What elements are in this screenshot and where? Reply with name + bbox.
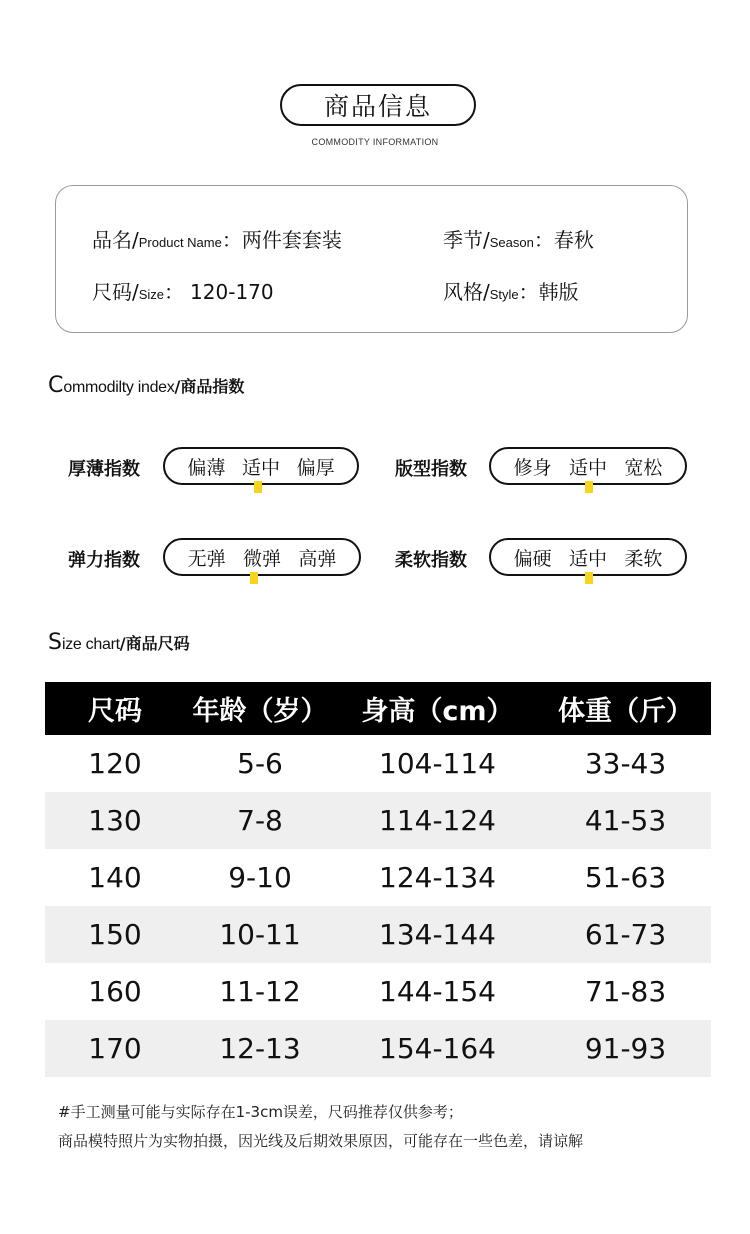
page-subtitle: COMMODITY INFORMATION [311,137,439,147]
page-title-pill [280,84,476,126]
table-cell: 7-8 [237,804,283,837]
table-cell: 120 [88,747,142,780]
index-marker-softness [585,572,593,584]
table-row [45,1020,711,1077]
table-cell: 150 [88,918,142,951]
table-row [45,963,711,1020]
note-color-difference: 商品模特照片为实物拍摄，因光线及后期效果原因，可能存在一些色差，请谅解 [58,1132,584,1150]
index-pill-fit [489,447,687,485]
index-marker-thickness [254,481,262,493]
table-cell: 130 [88,804,142,837]
index-option: 修身 [513,456,552,479]
table-cell: 134-144 [379,918,496,951]
info-season-value: 春秋 [553,228,594,252]
info-colon: ： [221,228,242,252]
index-label-softness: 柔软指数 [395,550,467,571]
table-cell: 5-6 [237,747,283,780]
index-option: 适中 [568,456,607,479]
index-option: 宽松 [624,456,663,479]
size-table-header [45,682,711,735]
index-option: 无弹 [187,547,226,570]
size-heading-initial: S [48,630,62,655]
table-row [45,849,711,906]
info-product-name-value: 两件套套装 [241,228,342,252]
column-header: 尺码 [88,696,142,727]
info-style-en: Style [489,287,519,302]
product-info-card [55,185,688,333]
index-option: 适中 [568,547,607,570]
info-size-label: 尺码/ [92,280,139,304]
page-title: 商品信息 [323,92,432,121]
index-pill-softness [489,538,687,576]
info-season-label: 季节/ [443,228,490,252]
table-cell: 61-73 [584,918,667,951]
info-style-label: 风格/ [443,280,490,304]
column-header: 年龄（岁） [192,696,328,727]
index-section-heading [48,373,244,398]
index-heading-cn: /商品指数 [174,377,245,396]
info-style [443,276,579,305]
info-product-name-label: 品名/ [92,228,139,252]
note-measurement: #手工测量可能与实际存在1-3cm误差，尺码推荐仅供参考； [58,1103,463,1121]
index-option: 柔软 [624,547,663,570]
size-heading-en: ize chart [61,636,120,653]
column-header: 身高（cm） [361,696,514,727]
index-pill-thickness [163,447,359,485]
index-marker-elasticity [250,572,258,584]
index-label-fit: 版型指数 [395,459,467,480]
size-table [45,682,711,1077]
table-cell: 41-53 [584,804,667,837]
index-option: 偏硬 [513,547,552,570]
table-row [45,735,711,792]
info-product-name [92,224,342,253]
table-row [45,792,711,849]
info-colon: ： [518,280,539,304]
table-cell: 9-10 [228,861,292,894]
table-cell: 154-164 [379,1032,496,1065]
table-cell: 124-134 [379,861,496,894]
info-size-value: 120-170 [190,280,274,304]
table-cell: 91-93 [584,1032,667,1065]
info-style-value: 韩版 [538,280,579,304]
index-option: 偏厚 [296,456,335,479]
table-cell: 170 [88,1032,142,1065]
index-pill-elasticity [163,538,361,576]
table-cell: 160 [88,975,142,1008]
table-row [45,906,711,963]
info-size-en: Size [138,287,165,302]
table-cell: 11-12 [219,975,301,1008]
table-cell: 114-124 [379,804,496,837]
info-colon: ： [164,280,185,304]
table-cell: 104-114 [379,747,496,780]
size-section-heading [48,630,190,655]
table-cell: 71-83 [584,975,667,1008]
index-heading-en: ommodilty index [63,379,175,396]
index-option: 偏薄 [187,456,226,479]
info-season [443,224,594,253]
index-marker-fit [585,481,593,493]
info-size [92,276,274,305]
index-option: 微弹 [242,547,281,570]
index-label-elasticity: 弹力指数 [68,550,140,571]
index-heading-initial: C [48,373,64,398]
table-cell: 51-63 [584,861,667,894]
table-cell: 12-13 [219,1032,301,1065]
index-label-thickness: 厚薄指数 [68,459,140,480]
info-season-en: Season [489,235,534,250]
table-cell: 140 [88,861,142,894]
info-colon: ： [533,228,554,252]
index-option: 高弹 [298,547,337,570]
info-product-name-en: Product Name [138,235,222,250]
column-header: 体重（斤） [558,696,693,727]
index-option: 适中 [241,456,280,479]
table-cell: 33-43 [584,747,667,780]
table-cell: 144-154 [379,975,496,1008]
table-cell: 10-11 [219,918,301,951]
size-heading-cn: /商品尺码 [119,634,190,653]
